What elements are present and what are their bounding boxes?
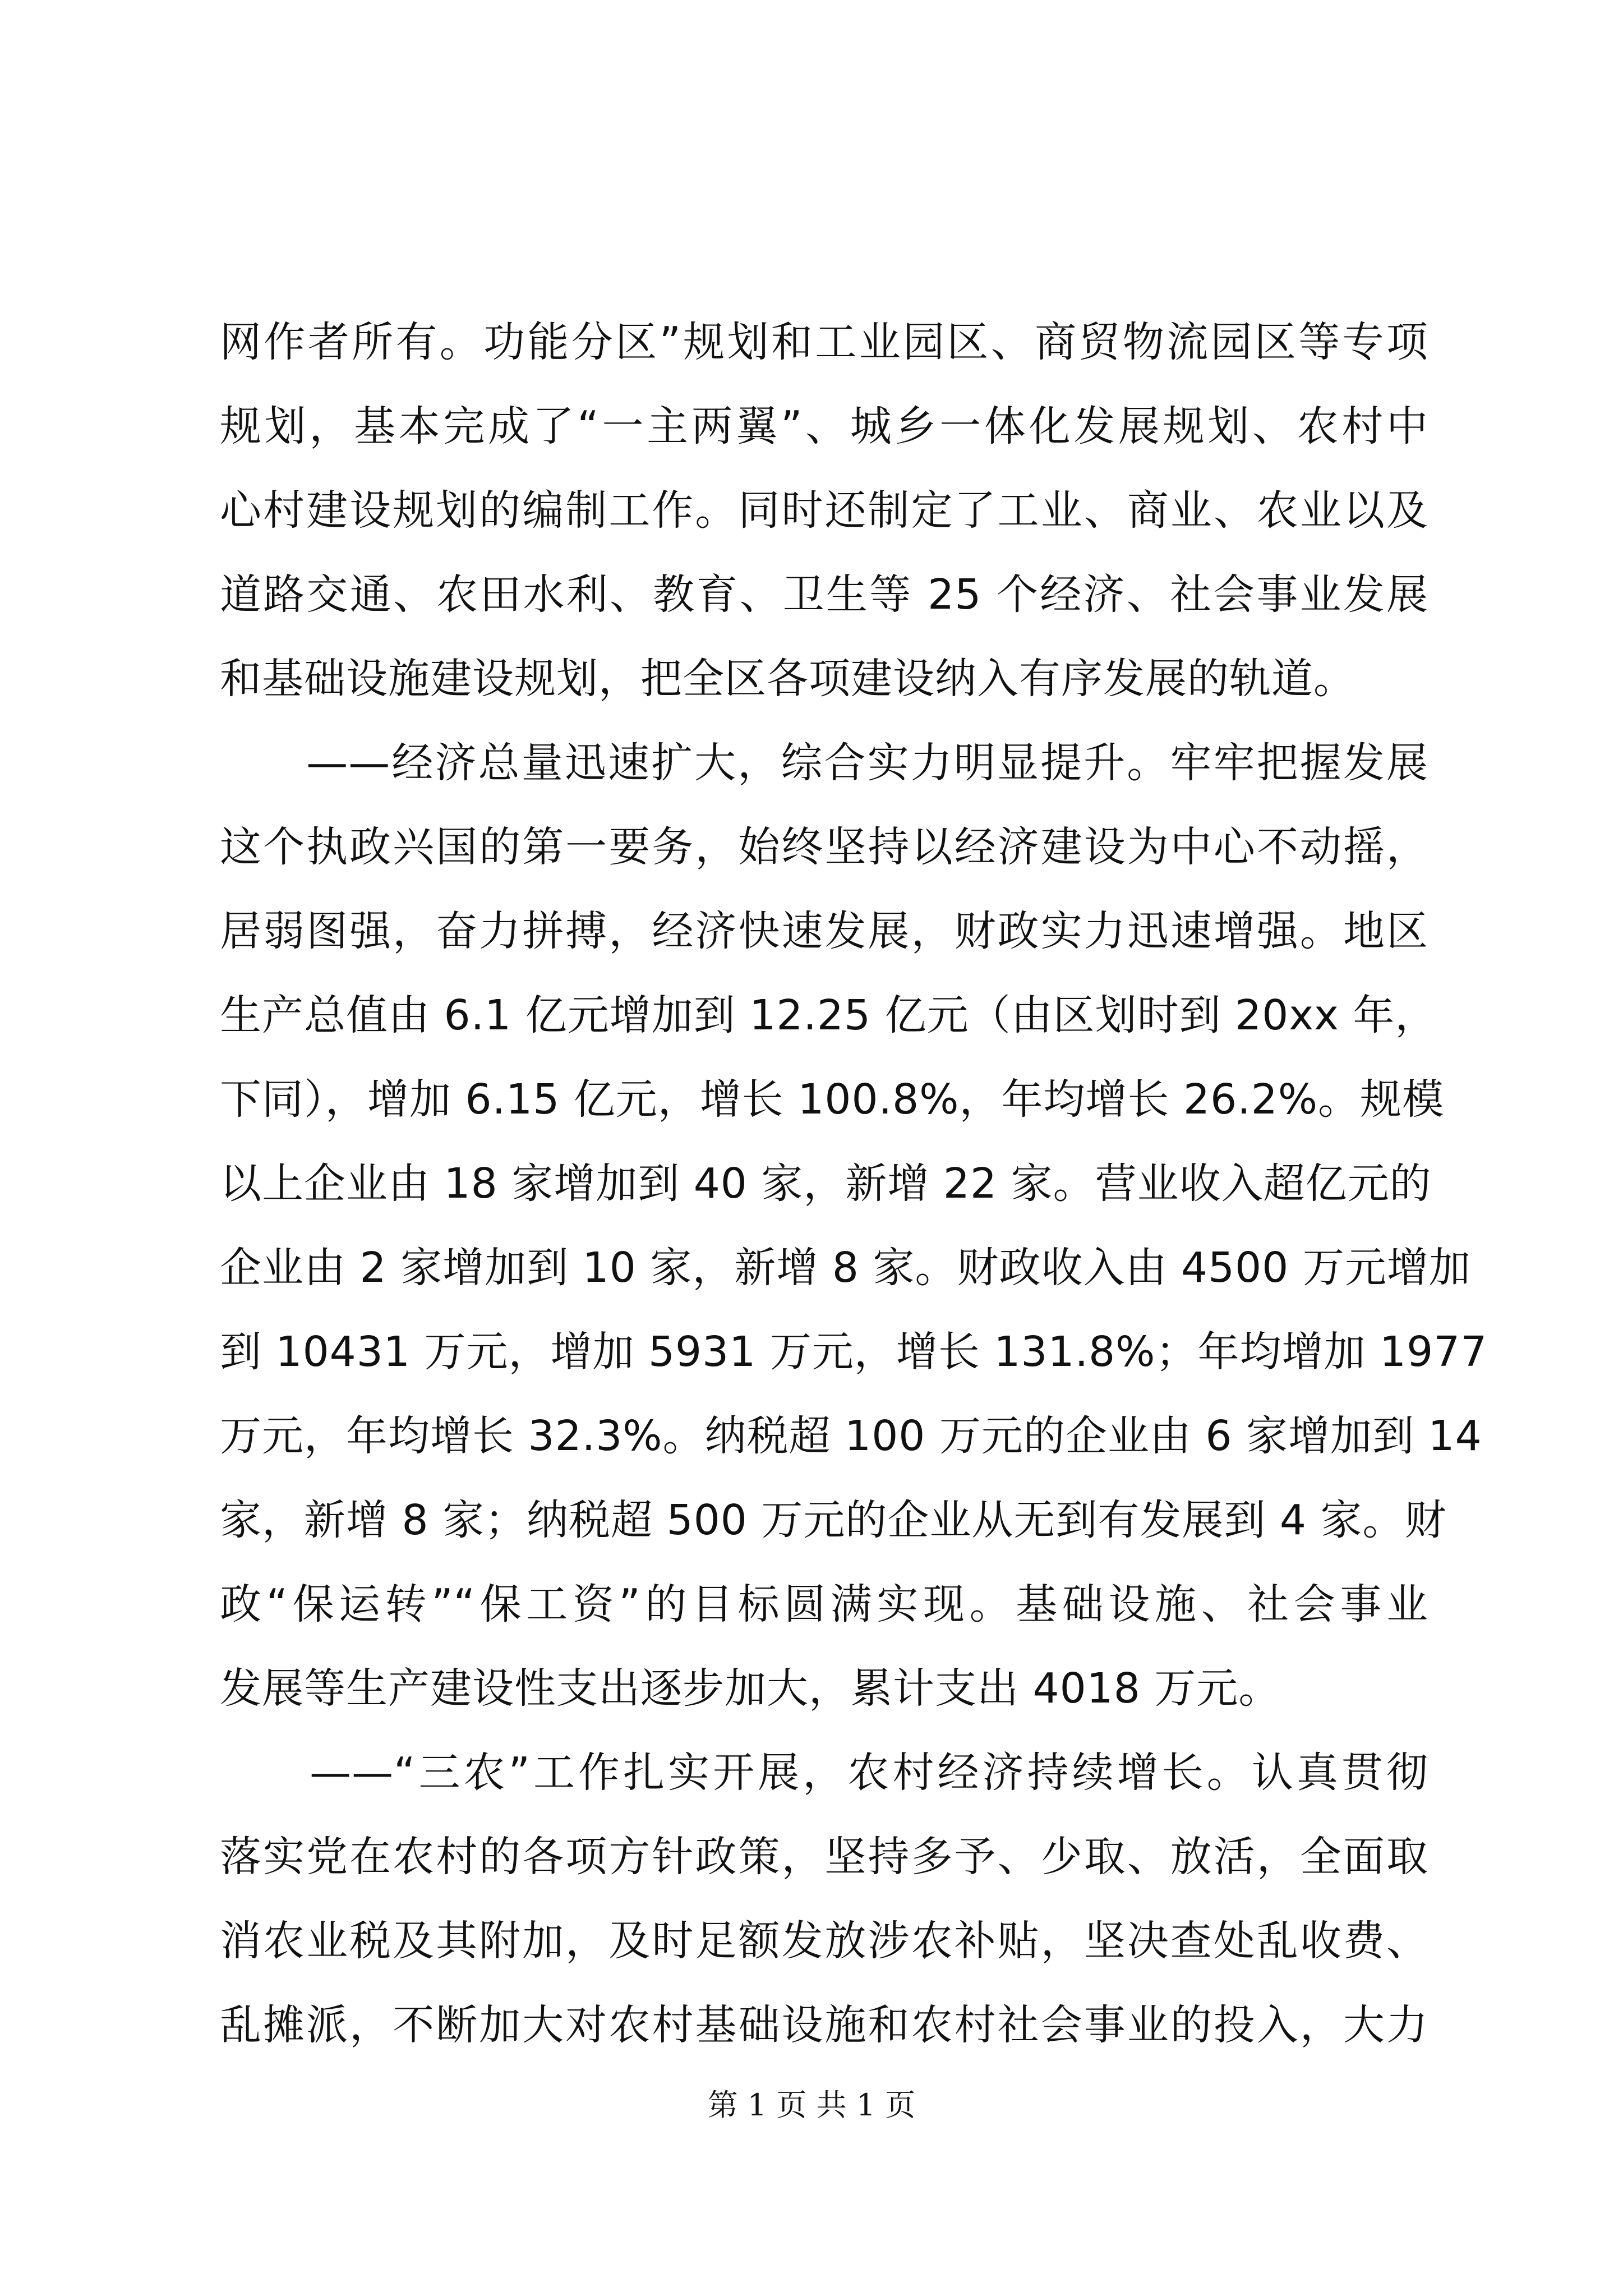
text-line: ——经济总量迅速扩大，综合实力明显提升。牢牢把握发展 [220,739,1428,787]
text-line: 这个执政兴国的第一要务，始终坚持以经济建设为中心不动摇， [220,823,1428,871]
text-line: 万元，年均增长 32.3%。纳税超 100 万元的企业由 6 家增加到 14 [220,1412,1482,1460]
text-line: 心村建设规划的编制工作。同时还制定了工业、商业、农业以及 [220,486,1428,535]
text-line: 规划，基本完成了“一主两翼”、城乡一体化发展规划、农村中 [220,402,1428,450]
page-number: 第 1 页 共 1 页 [707,2087,916,2123]
text-line: 落实党在农村的各项方针政策，坚持多予、少取、放活，全面取 [220,1833,1428,1881]
text-line: 和基础设施建设规划，把全区各项建设纳入有序发展的轨道。 [220,655,1355,703]
text-line: 政“保运转”“保工资”的目标圆满实现。基础设施、社会事业 [220,1580,1428,1628]
text-line: 到 10431 万元，增加 5931 万元，增长 131.8%；年均增加 1977 [220,1328,1488,1376]
text-line: 网作者所有。功能分区”规划和工业园区、商贸物流园区等专项 [220,318,1428,366]
text-line: 以上企业由 18 家增加到 40 家，新增 22 家。营业收入超亿元的 [220,1159,1432,1208]
page-footer [0,2086,1623,2125]
text-line: 乱摊派，不断加大对农村基础设施和农村社会事业的投入，大力 [220,2001,1428,2049]
body-text [220,300,1488,2067]
text-line: 消农业税及其附加，及时足额发放涉农补贴，坚决查处乱收费、 [220,1917,1428,1965]
text-line: 家，新增 8 家；纳税超 500 万元的企业从无到有发展到 4 家。财 [220,1496,1447,1544]
text-line: 下同），增加 6.15 亿元，增长 100.8%，年均增长 26.2%。规模 [220,1075,1445,1124]
text-line: 居弱图强，奋力拼搏，经济快速发展，财政实力迅速增强。地区 [220,907,1428,955]
text-line: ——“三农”工作扎实开展，农村经济持续增长。认真贯彻 [220,1749,1428,1797]
text-line: 道路交通、农田水利、教育、卫生等 25 个经济、社会事业发展 [220,570,1428,619]
text-line: 生产总值由 6.1 亿元增加到 12.25 亿元（由区划时到 20xx 年， [220,991,1437,1039]
text-line: 企业由 2 家增加到 10 家，新增 8 家。财政收入由 4500 万元增加 [220,1244,1471,1292]
text-line: 发展等生产建设性支出逐步加大，累计支出 4018 万元。 [220,1664,1281,1713]
